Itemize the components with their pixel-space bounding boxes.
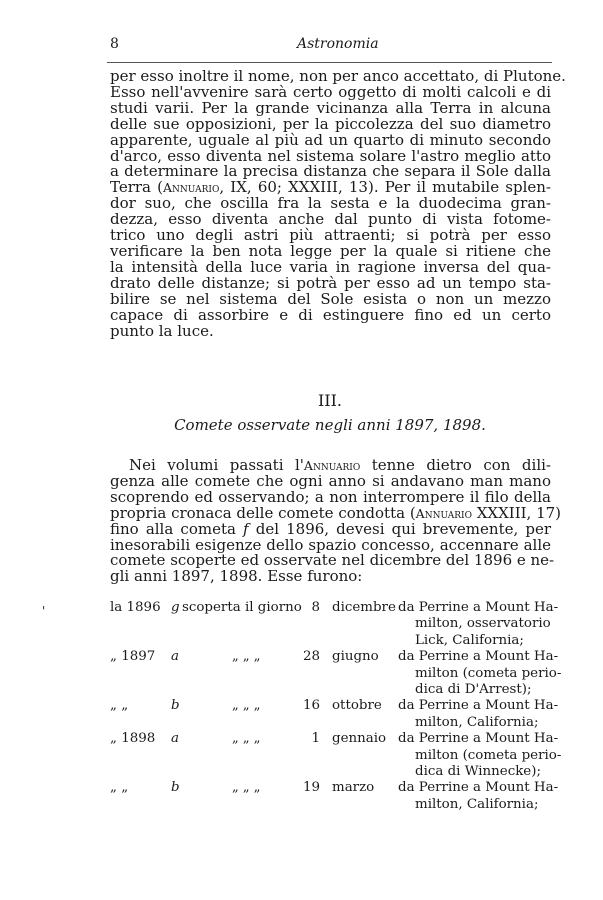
desc-line: da Perrine a Mount Ha-: [398, 600, 559, 615]
ditto-marks: „ „ „: [232, 649, 261, 665]
running-title: Astronomia: [297, 36, 379, 52]
text-line: inesorabili esigenze dello spazio concesso, accennare alle: [110, 535, 551, 554]
text-fragment: tenne dietro con dili-: [360, 456, 551, 474]
comet-description: [398, 698, 559, 731]
desc-line: milton, osservatorio: [415, 616, 551, 632]
comet-day: 19: [302, 780, 320, 796]
text-line: la intensità della luce varia in ragione inversa del qua-: [110, 257, 551, 276]
comet-entry: [110, 600, 559, 649]
comet-letter: b: [171, 698, 180, 714]
text-fragment: Terra (: [110, 178, 164, 197]
text-line: Esso nell'avvenire sarà certo oggetto di molti calcoli e di: [110, 82, 551, 101]
comet-description: [398, 780, 559, 813]
comet-entry: [110, 698, 559, 731]
text-line: delle sue opposizioni, per la piccolezza del suo diametro: [110, 114, 551, 133]
comet-month: dicembre: [332, 600, 396, 615]
comet-letter: g: [171, 600, 180, 615]
text-fragment: fino alla cometa: [110, 519, 244, 538]
body-paragraph: [110, 456, 562, 586]
text-fragment: propria cronaca delle comete condotta (: [110, 503, 416, 522]
comet-list: [110, 600, 562, 813]
comet-letter: a: [171, 649, 179, 665]
section-title: Comete osservate negli anni 1897, 1898.: [174, 416, 486, 434]
text-line: genza alle comete che ogni anno si andavano man mano: [110, 471, 551, 490]
text-line: per esso inoltre il nome, non per anco accettato, di Plutone.: [110, 67, 566, 85]
stray-margin-mark: ': [42, 604, 46, 618]
comet-entry: [110, 780, 559, 813]
text-line: comete scoperte ed osservate nel dicembre del 1896 e ne-: [110, 551, 555, 570]
page-number: 8: [110, 36, 119, 52]
text-fragment: Nei volumi passati l': [129, 456, 304, 474]
comet-entry: [110, 731, 562, 780]
comet-year: „ 1898: [110, 731, 156, 747]
comet-day: 8: [311, 600, 320, 615]
desc-line: da Perrine a Mount Ha-: [398, 649, 559, 665]
text-line: scoprendo ed osservando; a non interrompere il filo della: [110, 487, 551, 506]
intro-paragraph: [110, 67, 566, 340]
ditto-marks: „ „ „: [232, 731, 261, 747]
text-line: dor suo, che oscilla fra la sesta e la duodecima gran-: [110, 194, 551, 213]
comet-letter: a: [171, 731, 179, 747]
text-fragment: . Per il mutabile splen-: [373, 178, 551, 197]
comet-year: „ „: [110, 698, 129, 714]
desc-line: dica di D'Arrest);: [415, 682, 532, 698]
text-line: verificare la ben nota legge per la quale si ritiene che: [110, 241, 551, 260]
ditto-marks: „ „ „: [232, 698, 261, 714]
annuario-reference: Annuario: [163, 180, 220, 196]
desc-line: milton, California;: [415, 714, 539, 730]
reference-numbers: , IX, 60; XXXIII, 13): [219, 178, 374, 197]
comet-year: la 1896: [110, 600, 161, 615]
desc-line: da Perrine a Mount Ha-: [398, 698, 559, 714]
text-line: gli anni 1897, 1898. Esse furono:: [110, 567, 363, 586]
comet-description: [398, 600, 559, 649]
header-rule: [107, 62, 552, 63]
text-line: capace di assorbire e di estinguere fino ed un certo: [110, 305, 551, 324]
comet-month: ottobre: [332, 698, 382, 714]
text-line: drato delle distanze; si potrà per esso ad un tempo sta-: [110, 273, 551, 292]
reference-numbers: XXXIII, 17): [471, 503, 562, 522]
annuario-reference: Annuario: [303, 458, 361, 473]
comet-month: giugno: [332, 649, 379, 665]
comet-letter: f: [243, 519, 249, 538]
desc-line: da Perrine a Mount Ha-: [398, 731, 559, 747]
section-number: III.: [317, 391, 343, 410]
comet-day: 1: [311, 731, 320, 747]
ditto-marks: „ „ „: [232, 780, 261, 796]
text-fragment: del 1896, devesi qui brevemente, per: [248, 519, 552, 538]
comet-year: „ „: [110, 780, 129, 796]
text-line: apparente, uguale al più ad un quarto di minuto secondo: [110, 130, 551, 149]
text-line: punto la luce.: [110, 321, 214, 340]
text-line: trico uno degli astri più attraenti; si potrà per esso: [110, 226, 551, 245]
comet-description: [398, 731, 562, 780]
comet-letter: b: [171, 780, 180, 796]
desc-line: milton (cometa perio-: [415, 665, 562, 681]
comet-day: 16: [302, 698, 320, 714]
text-line: a determinare la precisa distanza che separa il Sole dalla: [110, 162, 551, 181]
text-line: dezza, esso diventa anche dal punto di vista fotome-: [110, 210, 551, 229]
text-line: bilire se nel sistema del Sole esista o non un mezzo: [110, 289, 551, 308]
comet-month: gennaio: [332, 731, 387, 747]
desc-line: Lick, California;: [415, 632, 524, 648]
comet-day: 28: [302, 649, 320, 665]
comet-month: marzo: [332, 780, 375, 796]
text-line: studi varii. Per la grande vicinanza alla Terra in alcuna: [110, 98, 551, 117]
text-line: d'arco, esso diventa nel sistema solare l'astro meglio atto: [110, 146, 551, 165]
annuario-reference: Annuario: [415, 505, 472, 521]
desc-line: da Perrine a Mount Ha-: [398, 780, 559, 796]
desc-line: milton (cometa perio-: [415, 747, 562, 763]
desc-line: dica di Winnecke);: [415, 764, 541, 780]
comet-year: „ 1897: [110, 649, 156, 665]
comet-discovery-label: scoperta il giorno: [182, 600, 302, 615]
desc-line: milton, California;: [415, 796, 539, 812]
comet-entry: [110, 649, 562, 698]
comet-description: [398, 649, 562, 698]
